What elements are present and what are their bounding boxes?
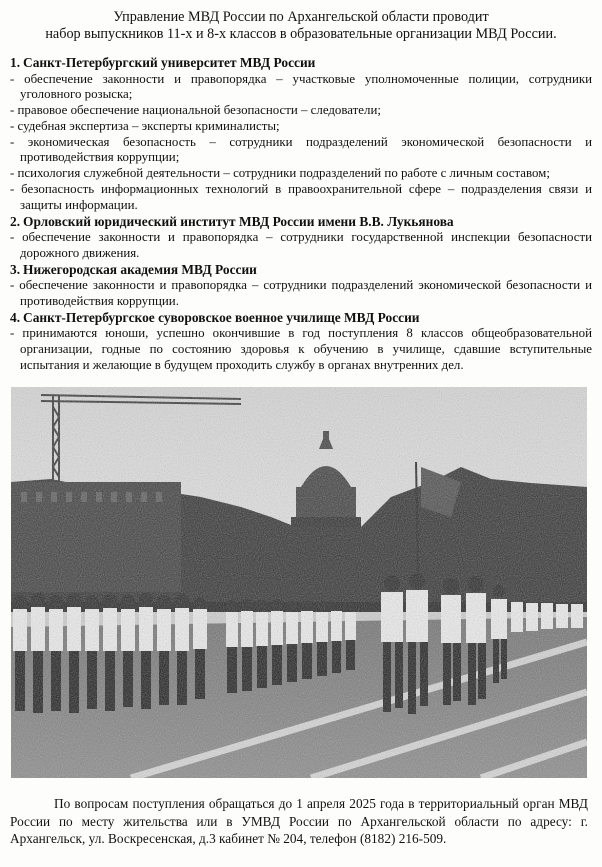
institution-title bbox=[10, 214, 592, 231]
institution-section-1 bbox=[10, 55, 592, 214]
list-item: - обеспечение законности и правопорядка – сотрудники государственной инспекции безопасности дорожного движения. bbox=[10, 230, 592, 260]
institution-section-4 bbox=[10, 310, 592, 374]
parade-photo bbox=[11, 387, 587, 778]
list-item: - обеспечение законности и правопорядка – участковые уполномоченные полиции, сотрудники уголовного розыска; bbox=[10, 71, 592, 102]
list-item: - экономическая безопасность – сотрудники подразделений экономической безопасности и противодействия коррупции; bbox=[10, 134, 592, 165]
announcement-header bbox=[0, 9, 602, 43]
list-item: - психология служебной деятельности – сотрудники подразделений по работе с личным составом; bbox=[10, 166, 550, 181]
institutions-list bbox=[10, 55, 592, 374]
institution-title bbox=[10, 310, 592, 327]
section-number: 1. bbox=[10, 55, 21, 70]
list-item: - правовое обеспечение национальной безопасности – следователи; bbox=[10, 103, 381, 118]
section-title-text: Нижегородская академия МВД России bbox=[23, 261, 257, 277]
header-line-1: Управление МВД России по Архангельской области проводит bbox=[113, 9, 489, 25]
list-item: - безопасность информационных технологий в правоохранительной сфере – подразделения связи и защиты информации. bbox=[10, 182, 592, 212]
institution-section-3 bbox=[10, 262, 592, 310]
section-number: 3. bbox=[10, 261, 21, 277]
parade-photo-illustration bbox=[11, 387, 587, 778]
list-item: - принимаются юноши, успешно окончившие в год поступления 8 классов общеобразовательной организации, годные по состоянию здоровья к обучению в училище, сдавшие вступительные испытания и желающие в будущем проходить службу в органах внутренних дел. bbox=[10, 326, 592, 372]
section-number: 4. bbox=[10, 309, 21, 325]
institution-title bbox=[10, 55, 592, 72]
section-title-text: Санкт-Петербургское суворовское военное училище МВД России bbox=[23, 309, 420, 325]
section-title-text: Санкт-Петербургский университет МВД России bbox=[23, 55, 316, 70]
contact-info: По вопросам поступления обращаться до 1 апреля 2025 года в территориальный орган МВД России по месту жительства или в УМВД России по Архангельской области по адресу: г. Архангельск, ул. Воскресенская, д.3 кабинет № 204, телефон (8182) 216-509. bbox=[10, 796, 588, 846]
section-title-text: Орловский юридический институт МВД России имени В.В. Лукьянова bbox=[23, 213, 454, 229]
header-line-2: набор выпускников 11-х и 8-х классов в образовательные организации МВД России. bbox=[45, 26, 557, 42]
list-item: - обеспечение законности и правопорядка – сотрудники подразделений экономической безопасности и противодействия коррупции. bbox=[10, 278, 592, 309]
institution-title bbox=[10, 262, 592, 279]
section-number: 2. bbox=[10, 213, 21, 229]
institution-section-2 bbox=[10, 214, 592, 262]
list-item: - судебная экспертиза – эксперты криминалисты; bbox=[10, 118, 280, 133]
